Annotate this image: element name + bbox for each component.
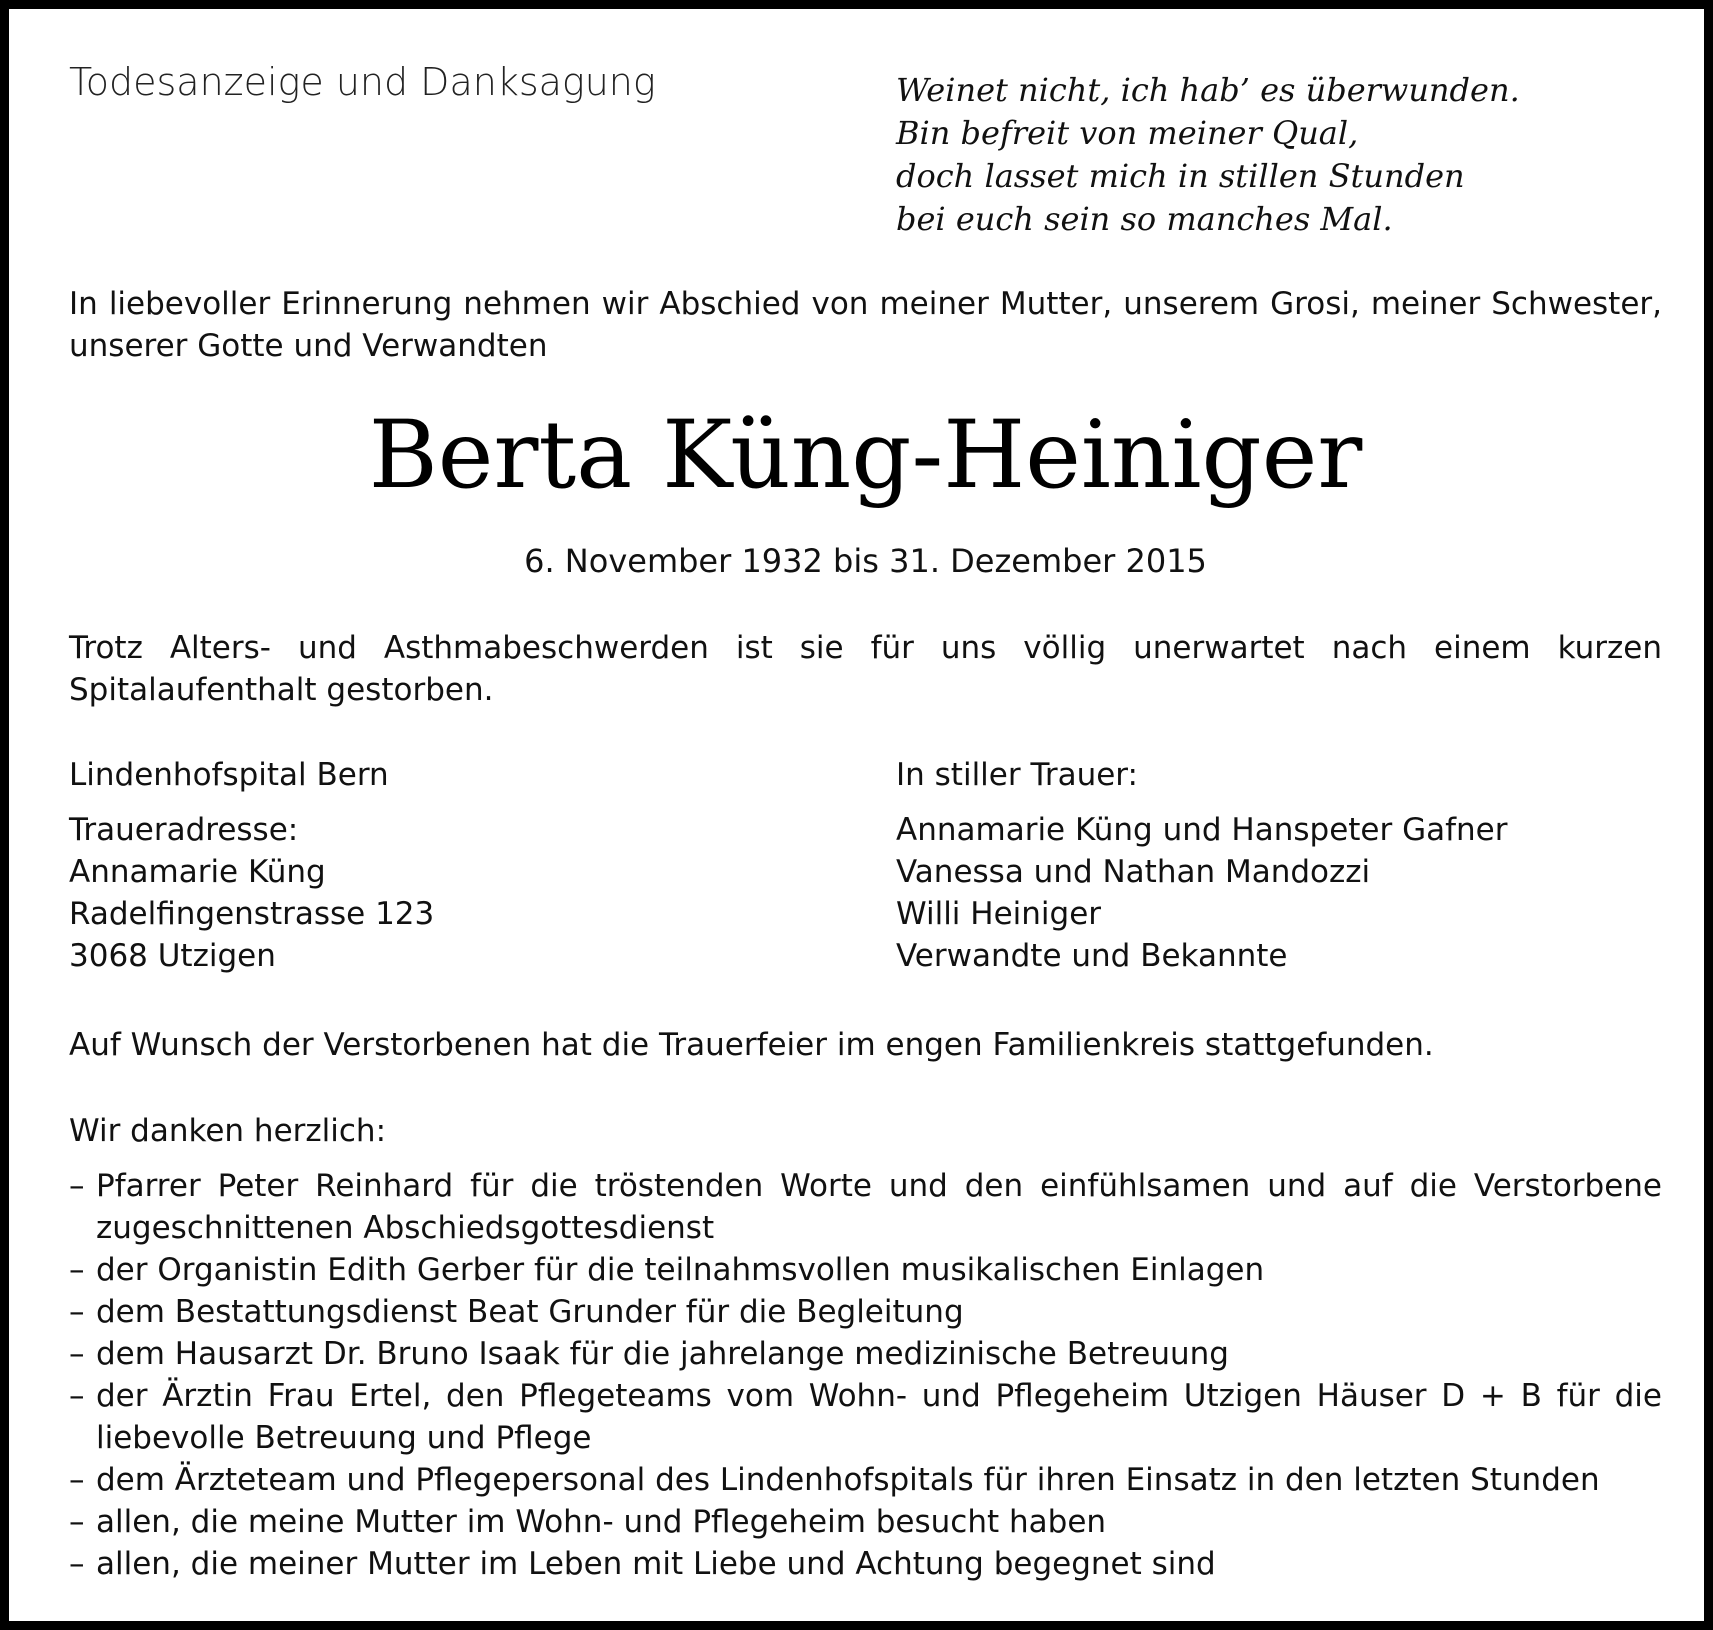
intro-text: In liebevoller Erinnerung nehmen wir Abschied von meiner Mutter, unserem Grosi, meiner Schwester, unserer Gotte und Verwandten <box>69 286 1662 364</box>
list-item <box>69 1249 1662 1291</box>
page-title: Todesanzeige und Danksagung <box>69 60 656 104</box>
circumstances-text: Trotz Alters- und Asthmabeschwerden ist sie für uns völlig unerwartet nach einem kurzen Spitalaufenthalt gestorben. <box>69 630 1662 708</box>
list-item <box>69 1375 1662 1459</box>
thanks-item-text: allen, die meine Mutter im Wohn- und Pflegeheim besucht haben <box>96 1504 1107 1540</box>
thanks-label: Wir danken herzlich: <box>69 1113 387 1149</box>
dash-bullet: – <box>69 1378 85 1414</box>
poem-line: doch lasset mich in stillen Stunden <box>896 157 1465 195</box>
mourning-label: In stiller Trauer: <box>896 757 1138 793</box>
deceased-name: Berta Küng-Heiniger <box>368 401 1363 510</box>
poem <box>896 69 1520 241</box>
dash-bullet: – <box>69 1504 85 1540</box>
thanks-item-text: der Organistin Edith Gerber für die teilnahmsvollen musikalischen Einlagen <box>96 1252 1265 1288</box>
address-line: Radelfingenstrasse 123 <box>69 896 435 932</box>
dash-bullet: – <box>69 1168 85 1204</box>
place-text: Lindenhofspital Bern <box>69 757 389 793</box>
dash-bullet: – <box>69 1546 85 1582</box>
list-item <box>69 1543 1662 1585</box>
address-label: Traueradresse: <box>69 812 299 848</box>
list-item <box>69 1501 1662 1543</box>
dash-bullet: – <box>69 1294 85 1330</box>
thanks-item-text: der Ärztin Frau Ertel, den Pflegeteams vom Wohn- und Pflegeheim Utzigen Häuser D + B für die liebevolle Betreuung und Pflege <box>96 1378 1662 1456</box>
dash-bullet: – <box>69 1462 85 1498</box>
list-item <box>69 1291 1662 1333</box>
mourner-name: Annamarie Küng und Hanspeter Gafner <box>896 812 1508 848</box>
poem-line: Bin befreit von meiner Qual, <box>896 114 1359 152</box>
thanks-item-text: allen, die meiner Mutter im Leben mit Liebe und Achtung begegnet sind <box>96 1546 1216 1582</box>
dash-bullet: – <box>69 1252 85 1288</box>
list-item <box>69 1333 1662 1375</box>
life-dates: 6. November 1932 bis 31. Dezember 2015 <box>524 542 1207 580</box>
address-line: Annamarie Küng <box>69 854 326 890</box>
thanks-list <box>69 1165 1662 1585</box>
thanks-item-text: Pfarrer Peter Reinhard für die tröstenden Worte und den einfühlsamen und auf die Verstorbene zugeschnittenen Abschiedsgottesdienst <box>96 1168 1662 1246</box>
right-column <box>896 754 1508 977</box>
poem-line: bei euch sein so manches Mal. <box>896 200 1393 238</box>
left-column <box>69 754 434 977</box>
thanks-item-text: dem Ärzteteam und Pflegepersonal des Lindenhofspitals für ihren Einsatz in den letzten Stunden <box>96 1462 1600 1498</box>
mourner-name: Verwandte und Bekannte <box>896 938 1288 974</box>
list-item <box>69 1459 1662 1501</box>
list-item <box>69 1165 1662 1249</box>
address-line: 3068 Utzigen <box>69 938 276 974</box>
poem-line: Weinet nicht, ich hab’ es überwunden. <box>896 71 1520 109</box>
dash-bullet: – <box>69 1336 85 1372</box>
mourner-name: Vanessa und Nathan Mandozzi <box>896 854 1371 890</box>
thanks-item-text: dem Hausarzt Dr. Bruno Isaak für die jahrelange medizinische Betreuung <box>96 1336 1229 1372</box>
mourner-name: Willi Heiniger <box>896 896 1102 932</box>
thanks-item-text: dem Bestattungsdienst Beat Grunder für die Begleitung <box>96 1294 964 1330</box>
funeral-note: Auf Wunsch der Verstorbenen hat die Trauerfeier im engen Familienkreis stattgefunden. <box>69 1027 1434 1063</box>
